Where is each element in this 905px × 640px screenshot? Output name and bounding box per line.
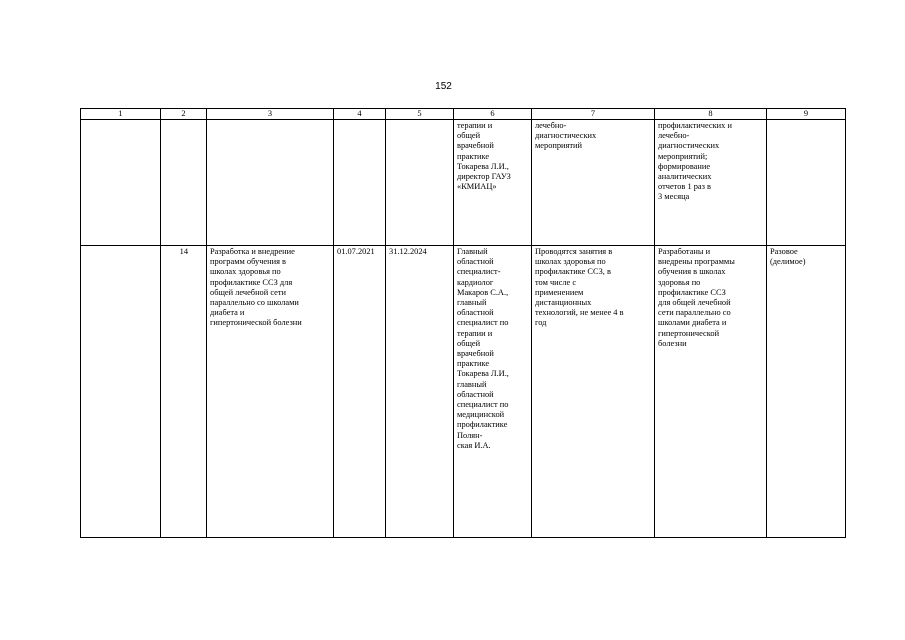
table-cell xyxy=(334,120,386,246)
start-date-cell: 01.07.2021 xyxy=(334,246,386,538)
column-header: 5 xyxy=(386,109,454,120)
row-number-cell: 14 xyxy=(161,246,207,538)
measures-table xyxy=(80,108,846,538)
end-date-cell: 31.12.2024 xyxy=(386,246,454,538)
column-header: 7 xyxy=(532,109,655,120)
description-cell: Проводятся занятия в школах здоровья по профилактике ССЗ, в том числе с применением дистанционных технологий, не менее 4 в год xyxy=(532,246,655,538)
responsible-cell: Главный областной специалист- кардиолог Макаров С.А., главный областной специалист по терапии и общей врачебной практике Токарева Л.И., главный областной специалист по медицинской профилактике Полян- ская И.А. xyxy=(454,246,532,538)
measure-title-cell: Разработка и внедрение программ обучения в школах здоровья по профилактике ССЗ для общей лечебной сети параллельно со школами диабета и гипертонической болезни xyxy=(207,246,334,538)
table-row xyxy=(81,120,846,246)
table-cell xyxy=(81,120,161,246)
table-cell: лечебно- диагностических мероприятий xyxy=(532,120,655,246)
table-cell xyxy=(81,246,161,538)
table-cell: терапии и общей врачебной практике Токарева Л.И., директор ГАУЗ «КМИАЦ» xyxy=(454,120,532,246)
table-cell xyxy=(161,120,207,246)
page-number: 152 xyxy=(435,81,452,92)
column-number-row xyxy=(81,109,846,120)
column-header: 1 xyxy=(81,109,161,120)
column-header: 3 xyxy=(207,109,334,120)
table-cell xyxy=(767,120,846,246)
column-header: 8 xyxy=(655,109,767,120)
table-row xyxy=(81,246,846,538)
column-header: 2 xyxy=(161,109,207,120)
column-header: 9 xyxy=(767,109,846,120)
result-cell: Разработаны и внедрены программы обучения в школах здоровья по профилактике ССЗ для общей лечебной сети параллельно со школами диабета и гипертонической болезни xyxy=(655,246,767,538)
table-cell xyxy=(207,120,334,246)
column-header: 6 xyxy=(454,109,532,120)
table-cell xyxy=(386,120,454,246)
column-header: 4 xyxy=(334,109,386,120)
table-cell: профилактических и лечебно- диагностических мероприятий; формирование аналитических отчетов 1 раз в 3 месяца xyxy=(655,120,767,246)
frequency-cell: Разовое (делимое) xyxy=(767,246,846,538)
